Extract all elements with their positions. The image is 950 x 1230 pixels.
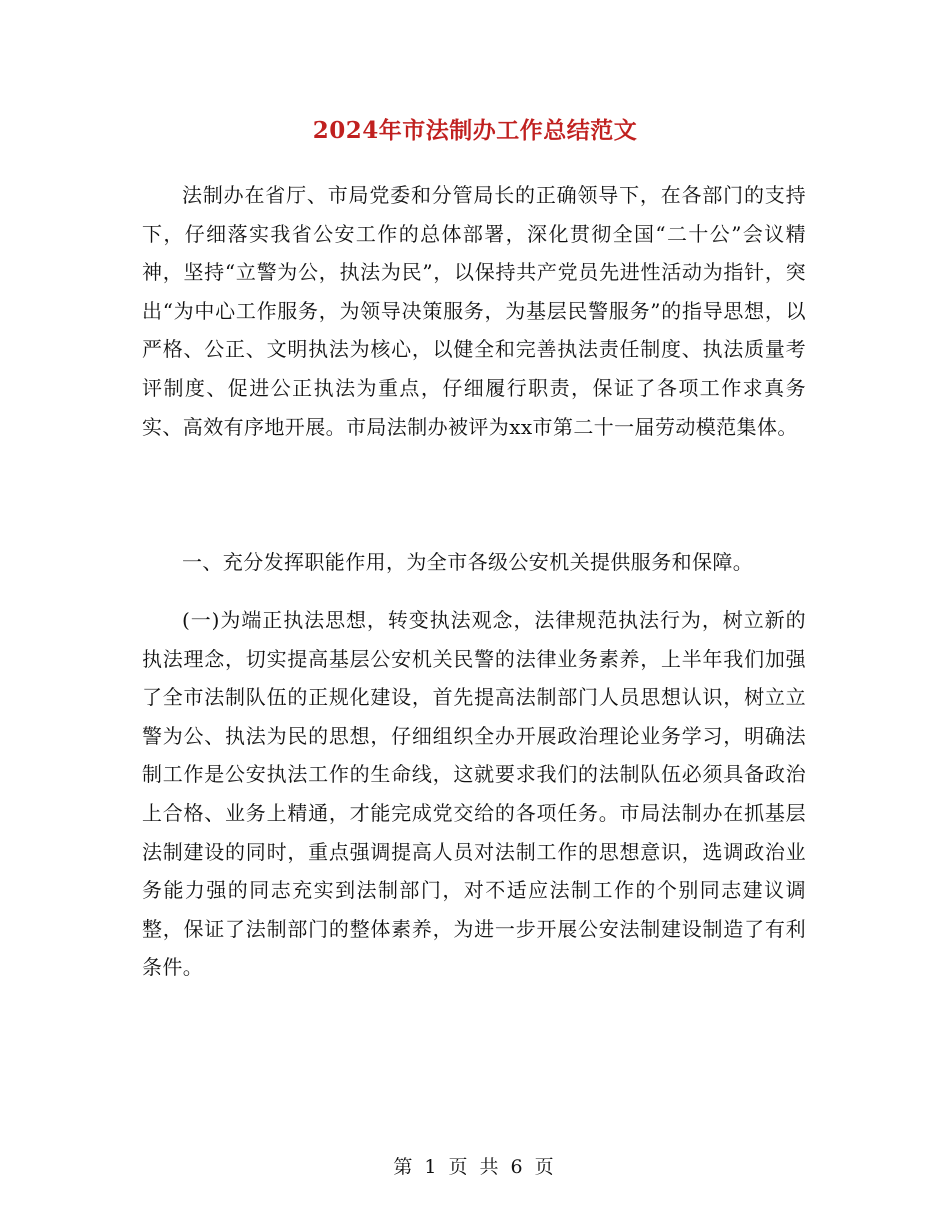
paragraph-section-1-1-text: (一)为端正执法思想，转变执法观念，法律规范执法行为，树立新的执法理念，切实提高基层公安机关民警的法律业务素养，上半年我们加强了全市法制队伍的正规化建设，首先提高法制部门人员思想认识，树立立警为公、执法为民的思想，仔细组织全办开展政治理论业务学习，明确法制工作是公安执法工作的生命线，这就要求我们的法制队伍必须具备政治上合格、业务上精通，才能完成党交给的各项任务。市局法制办在抓基层法制建设的同时，重点强调提高人员对法制工作的思想意识，选调政治业务能力强的同志充实到法制部门，对不适应法制工作的个别同志建议调整，保证了法制部门的整体素养，为进一步开展公安法制建设制造了有利条件。 — [142, 608, 806, 980]
paragraph-intro — [142, 176, 806, 446]
document-title: 2024年市法制办工作总结范文 — [312, 117, 638, 144]
paragraph-intro-text: 法制办在省厅、市局党委和分管局长的正确领导下，在各部门的支持下，仔细落实我省公安工作的总体部署，深化贯彻全国“二十公”会议精神，坚持“立警为公，执法为民”，以保持共产党员先进性活动为指针，突出“为中心工作服务，为领导决策服务，为基层民警服务”的指导思想，以严格、公正、文明执法为核心，以健全和完善执法责任制度、执法质量考评制度、促进公正执法为重点，仔细履行职责，保证了各项工作求真务实、高效有序地开展。市局法制办被评为xx市第二十一届劳动模范集体。 — [142, 183, 806, 439]
paragraph-section-1-1 — [142, 601, 806, 987]
page-number-footer: 第 1 页 共 6 页 — [393, 1156, 557, 1178]
section-heading-1-text: 一、充分发挥职能作用，为全市各级公安机关提供服务和保障。 — [182, 550, 754, 574]
section-heading-1 — [142, 543, 806, 582]
